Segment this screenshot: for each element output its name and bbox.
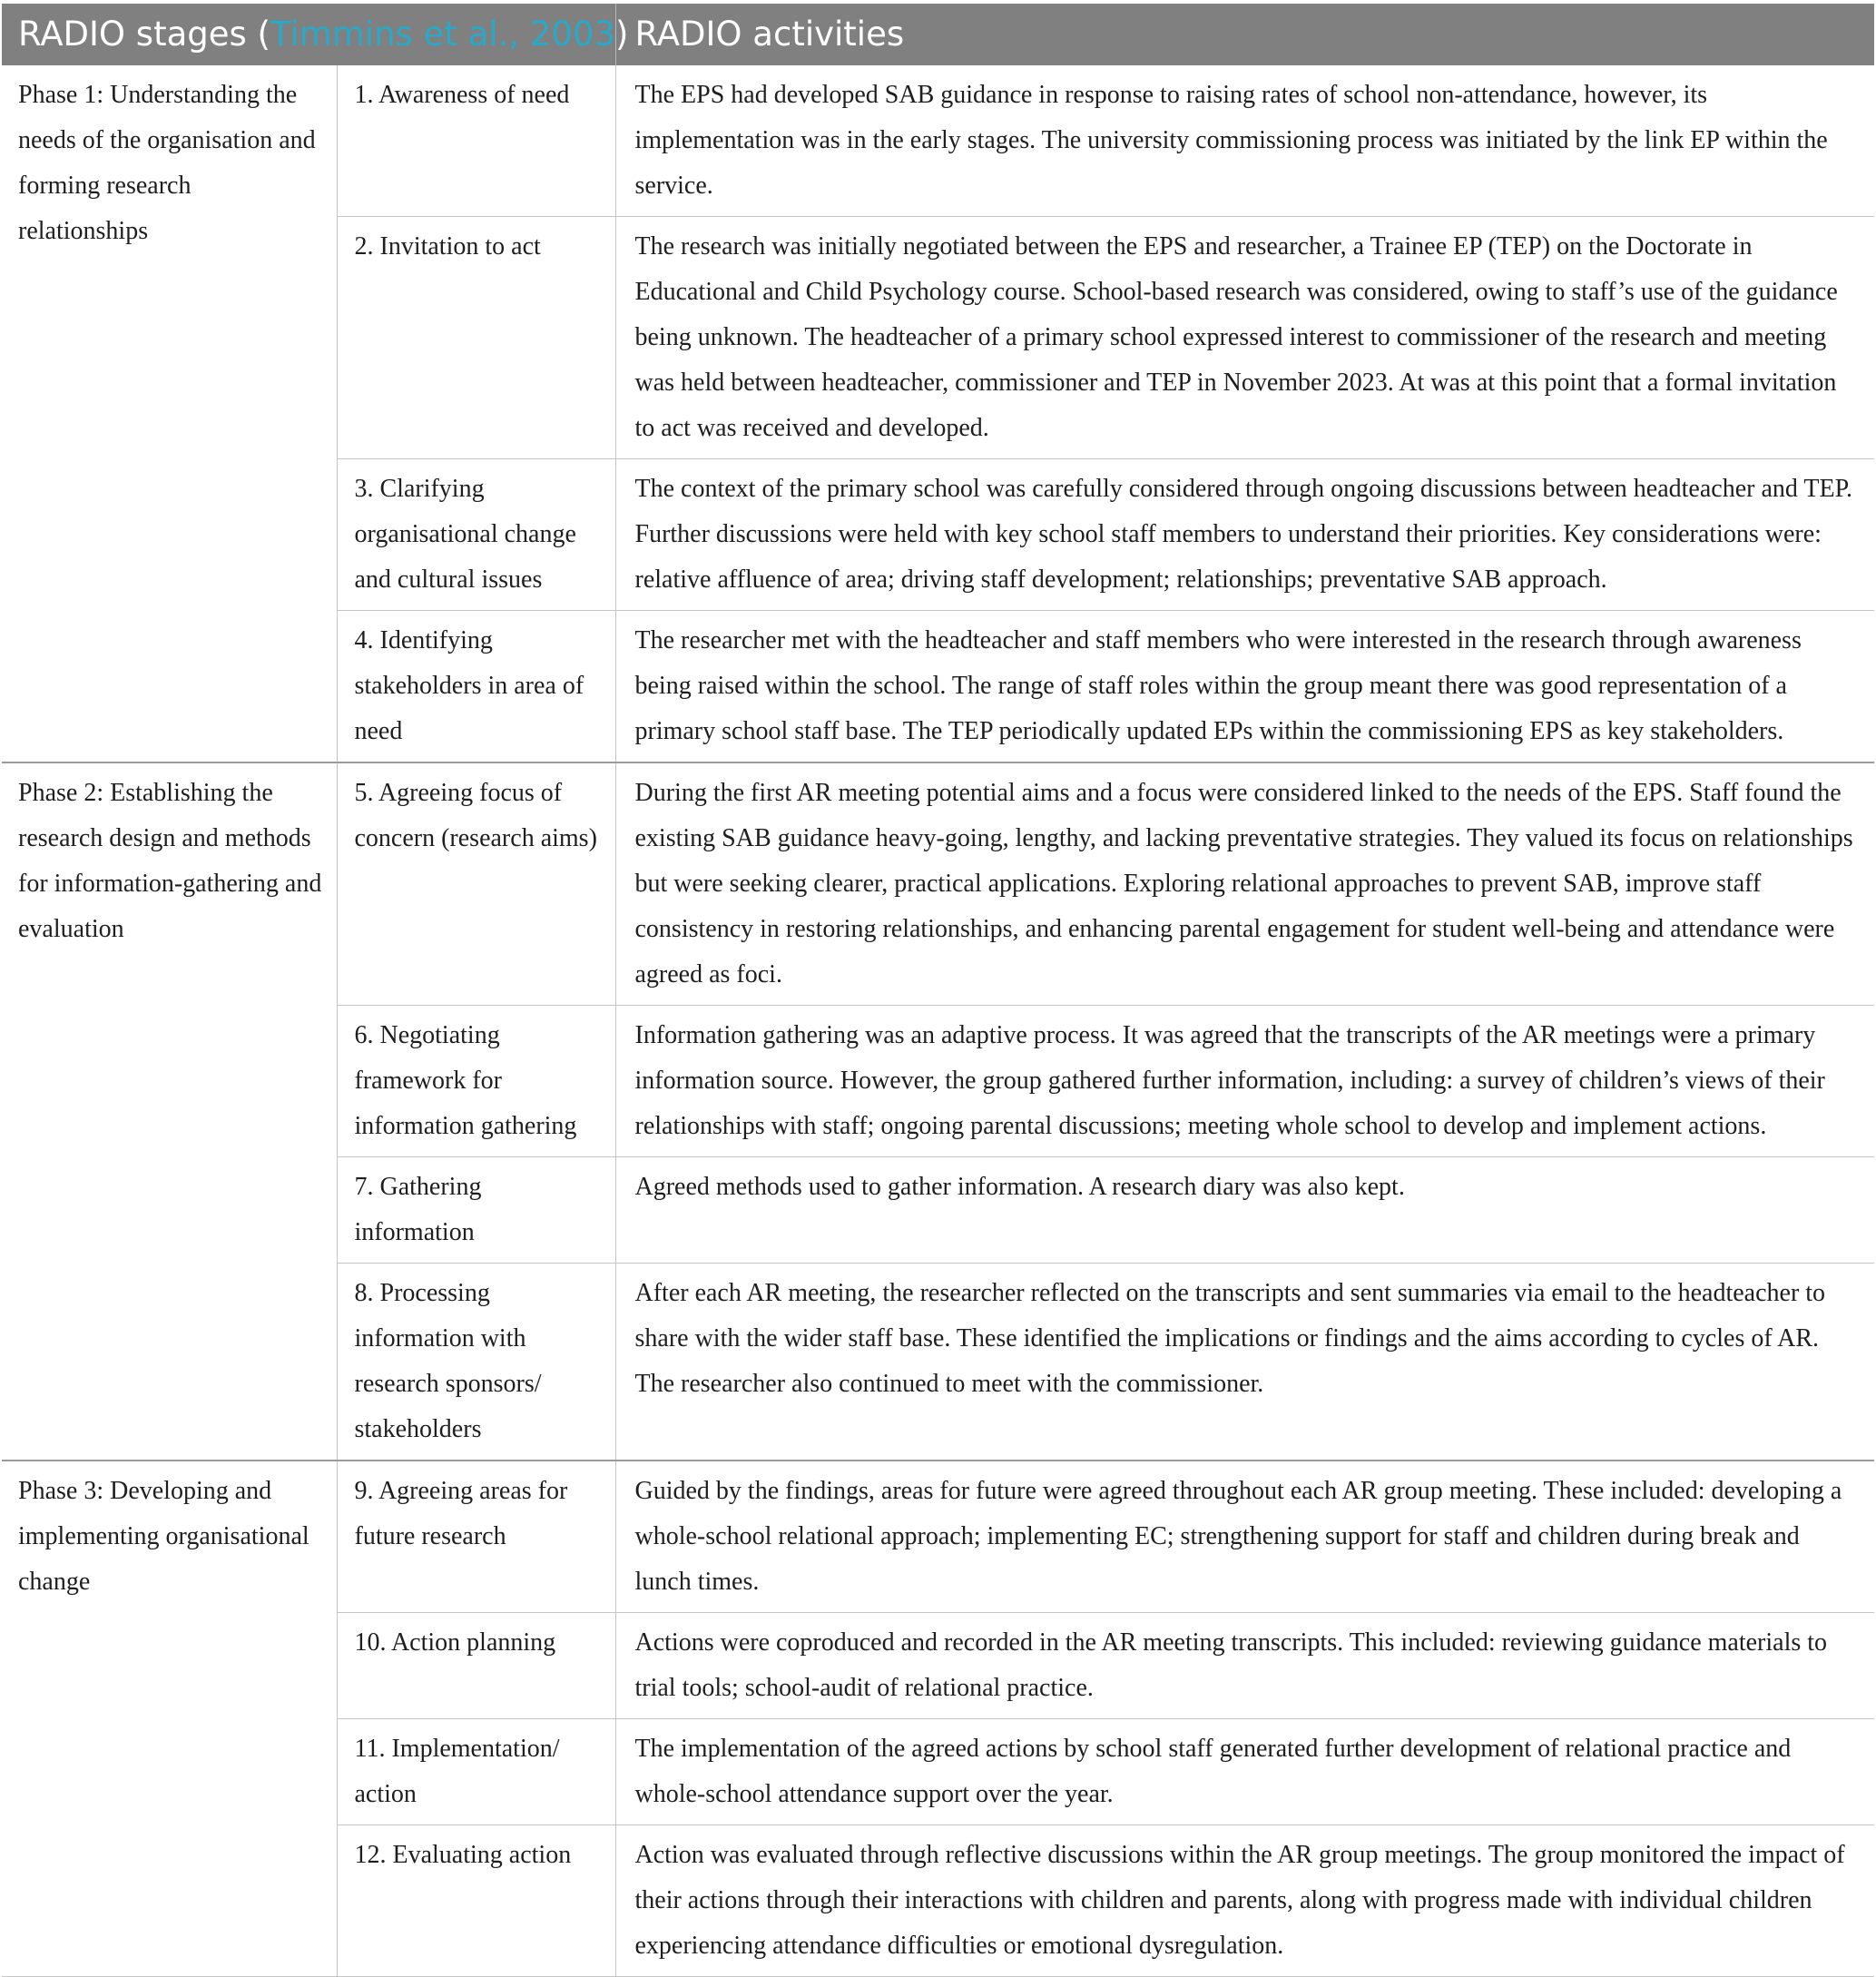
- table-row: [2, 762, 1874, 1006]
- phase-3-cell: Phase 3: Developing and implementing organisational change: [2, 1461, 337, 1977]
- stage-cell: 9. Agreeing areas for future research: [337, 1461, 615, 1613]
- activity-cell: Agreed methods used to gather information. A research diary was also kept.: [615, 1157, 1874, 1264]
- table-row: [2, 65, 1874, 217]
- table-header-row: [2, 4, 1874, 65]
- radio-table: [2, 4, 1874, 1977]
- stage-cell: 7. Gathering information: [337, 1157, 615, 1264]
- stage-cell: 5. Agreeing focus of concern (research aims): [337, 762, 615, 1006]
- phase-2-cell: Phase 2: Establishing the research design and methods for information-gathering and evaluation: [2, 762, 337, 1461]
- stage-cell: 1. Awareness of need: [337, 65, 615, 217]
- activity-cell: Information gathering was an adaptive process. It was agreed that the transcripts of the AR meetings were a primary information source. However, the group gathered further information, including: a survey of children’s views of their relationships with staff; ongoing parental discussions; meeting whole school to develop and implement actions.: [615, 1006, 1874, 1157]
- stage-cell: 3. Clarifying organisational change and cultural issues: [337, 459, 615, 611]
- stage-cell: 8. Processing information with research sponsors/ stakeholders: [337, 1264, 615, 1461]
- stage-cell: 11. Implementation/ action: [337, 1719, 615, 1825]
- citation-link[interactable]: Timmins et al., 2003: [270, 15, 616, 54]
- activity-cell: After each AR meeting, the researcher reflected on the transcripts and sent summaries via email to the headteacher to share with the wider staff base. These identified the implications or findings and the aims according to cycles of AR. The researcher also continued to meet with the commissioner.: [615, 1264, 1874, 1461]
- stage-cell: 2. Invitation to act: [337, 217, 615, 459]
- activity-cell: The EPS had developed SAB guidance in response to raising rates of school non-attendance, however, its implementation was in the early stages. The university commissioning process was initiated by the link EP within the service.: [615, 65, 1874, 217]
- stage-cell: 12. Evaluating action: [337, 1825, 615, 1977]
- header-radio-stages: [2, 4, 629, 65]
- radio-table-container: [2, 4, 1874, 1977]
- activity-cell: Action was evaluated through reflective discussions within the AR group meetings. The group monitored the impact of their actions through their interactions with children and parents, along with progress made with individual children experiencing attendance difficulties or emotional dysregulation.: [615, 1825, 1874, 1977]
- activity-cell: During the first AR meeting potential aims and a focus were considered linked to the needs of the EPS. Staff found the existing SAB guidance heavy-going, lengthy, and lacking preventative strategies. They valued its focus on relationships but were seeking clearer, practical applications. Exploring relational approaches to prevent SAB, improve staff consistency in restoring relationships, and enhancing parental engagement for student well-being and attendance were agreed as foci.: [615, 762, 1874, 1006]
- table-row: [2, 1461, 1874, 1613]
- activity-cell: The research was initially negotiated between the EPS and researcher, a Trainee EP (TEP) on the Doctorate in Educational and Child Psychology course. School-based research was considered, owing to staff’s use of the guidance being unknown. The headteacher of a primary school expressed interest to commissioner of the research and meeting was held between headteacher, commissioner and TEP in November 2023. At was at this point that a formal invitation to act was received and developed.: [615, 217, 1874, 459]
- header-stages-prefix: RADIO stages (: [18, 15, 270, 54]
- header-stages-suffix: ): [615, 15, 629, 54]
- activity-cell: Actions were coproduced and recorded in the AR meeting transcripts. This included: reviewing guidance materials to trial tools; school-audit of relational practice.: [615, 1613, 1874, 1719]
- activity-cell: The researcher met with the headteacher and staff members who were interested in the research through awareness being raised within the school. The range of staff roles within the group meant there was good representation of a primary school staff base. The TEP periodically updated EPs within the commissioning EPS as key stakeholders.: [615, 611, 1874, 763]
- stage-cell: 10. Action planning: [337, 1613, 615, 1719]
- header-radio-activities: RADIO activities: [615, 4, 1874, 65]
- activity-cell: The context of the primary school was carefully considered through ongoing discussions between headteacher and TEP. Further discussions were held with key school staff members to understand their priorities. Key considerations were: relative affluence of area; driving staff development; relationships; preventative SAB approach.: [615, 459, 1874, 611]
- phase-1-cell: Phase 1: Understanding the needs of the organisation and forming research relationships: [2, 65, 337, 762]
- activity-cell: Guided by the findings, areas for future were agreed throughout each AR group meeting. These included: developing a whole-school relational approach; implementing EC; strengthening support for staff and children during break and lunch times.: [615, 1461, 1874, 1613]
- stage-cell: 6. Negotiating framework for information gathering: [337, 1006, 615, 1157]
- stage-cell: 4. Identifying stakeholders in area of need: [337, 611, 615, 763]
- activity-cell: The implementation of the agreed actions by school staff generated further development of relational practice and whole-school attendance support over the year.: [615, 1719, 1874, 1825]
